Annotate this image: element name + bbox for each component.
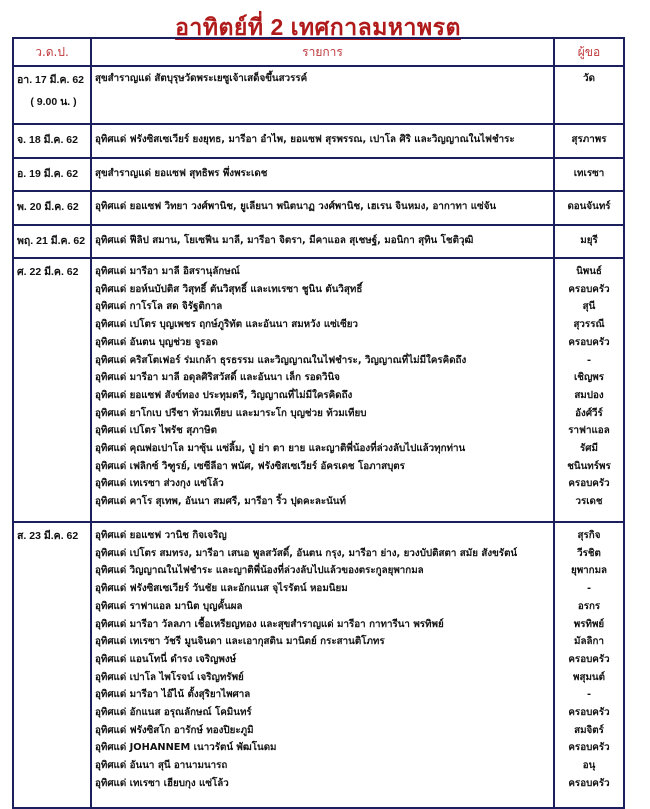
intention-line: อุทิศแด่ คริสโตเฟอร์ ร่มเกล้า ธุรธรรม และวิญญาณในไฟชำระ, วิญญาณที่ไม่มีใครคิดถึง xyxy=(95,354,467,366)
requester-name: รัศมี xyxy=(580,443,598,455)
table-row xyxy=(13,158,624,191)
row-date xyxy=(13,158,91,191)
intention-line: อุทิศแด่ คุณพ่อเปาโล มาซุ้น แซ่ลิ้ม, ปู่ ย่า ตา ยาย และญาติพี่น้องที่ล่วงลับไปแล้วทุกท่าน xyxy=(95,443,466,455)
requester-name: สมจิตร์ xyxy=(574,724,604,736)
requester-name: พรทิพย์ xyxy=(573,618,605,630)
intention-line: อุทิศแด่ ยอแซฟ วานิช กิจเจริญ xyxy=(95,530,227,541)
row-requester xyxy=(554,258,624,522)
requester-name: ครอบครัว xyxy=(568,478,610,490)
row-date xyxy=(13,191,91,225)
requester-name: สมปอง xyxy=(574,389,604,401)
requester-name: - xyxy=(586,583,592,595)
intention-line: อุทิศแด่ ฟรังซิสเซเวียร์ ยงยุทธ, มารีอา อำไพ, ยอแซฟ สุรพรรณ, เปาโล ศิริ และวิญญาณในไฟชำระ xyxy=(95,134,515,145)
requester-name: อังศ์วีร์ xyxy=(575,407,603,419)
row-requester xyxy=(554,522,624,808)
intention-line: อุทิศแด่ แอนโทนี่ ดำรง เจริญพงษ์ xyxy=(95,653,237,665)
page-title: อาทิตย์ที่ 2 เทศกาลมหาพรต xyxy=(175,14,461,40)
requester-name: ดอนจันทร์ xyxy=(567,201,611,212)
intention-line: อุทิศแด่ อันนา สุนี อานามนารถ xyxy=(95,760,228,772)
requester-name: เชิญพร xyxy=(573,372,605,384)
requester-name: ครอบครัว xyxy=(568,336,610,348)
intention-line: อุทิศแด่ เทเรซา เฮียบกุง แซ่โล้ว xyxy=(95,777,229,789)
requester-name: ครอบครัว xyxy=(568,742,610,754)
intention-line: อุทิศแด่ ยาโกเบ ปรีชา ท้วมเทียบ และมาระโก บุญช่วย ท้วมเทียบ xyxy=(95,407,367,419)
intention-line: อุทิศแด่ เฟลิกซ์ วิฑูรย์, เซซีลีอา พนัศ, ฟรังซิสเซเวียร์ อัครเดช โอภาสบุตร xyxy=(95,460,405,472)
row-items xyxy=(91,191,554,225)
date-text: ศ. 22 มี.ค. 62 xyxy=(17,266,79,278)
intention-line: อุทิศแด่ กาโรโล สด จิรัฐติกาล xyxy=(95,301,223,313)
header-date: ว.ด.ป. xyxy=(13,38,91,66)
intention-line: อุทิศแด่ อักแนส อรุณลักษณ์ โคมินทร์ xyxy=(95,707,252,719)
requester-name: ราฟาแอล xyxy=(568,425,610,437)
requester-name: พสุมนต์ xyxy=(573,671,605,683)
intention-line: อุทิศแด่ ยอห์นบัปติส วิสุทธิ์ ตันวิสุทธิ์ และเทเรซา ชูนิน ตันวิสุทธิ์ xyxy=(95,283,363,295)
row-items xyxy=(91,124,554,158)
requester-name: อนุ xyxy=(582,760,596,772)
intention-line: อุทิศแด่ เปโตร บุญเพชร ฤกษ์ภูริทัต และอันนา สมหวัง แซ่เซียว xyxy=(95,319,359,331)
table-row xyxy=(13,258,624,522)
table-row xyxy=(13,225,624,258)
intention-line: อุทิศแด่ มารีอา วัลลภา เชื้อเหรียญทอง และสุขสำราญแด่ มารีอา กาทารีนา พรทิพย์ xyxy=(95,618,444,630)
requester-name: มยุรี xyxy=(580,235,598,246)
intention-line: อุทิศแด่ ยอแซฟ วิทยา วงศ์พานิช, ยูเลียนา พนิตนาฏ วงศ์พานิช, เฮเรน จินหมง, อากาทา แซ่จัน xyxy=(95,201,497,212)
requester-name: ครอบครัว xyxy=(568,707,610,719)
row-items xyxy=(91,66,554,124)
row-requester xyxy=(554,124,624,158)
intention-line: อุทิศแด่ เปาโล ไพโรจน์ เจริญทรัพย์ xyxy=(95,671,244,683)
row-items xyxy=(91,158,554,191)
requester-name: อรกร xyxy=(577,600,601,612)
row-date xyxy=(13,522,91,808)
requester-name: สุรภาพร xyxy=(571,134,607,145)
intention-line: อุทิศแด่ ราฟาแอล มานิต บุญคั้นผล xyxy=(95,600,243,612)
table-row xyxy=(13,66,624,124)
intention-line: อุทิศแด่ เทเรซา ส่วงกุง แซ่โล้ว xyxy=(95,478,224,490)
requester-name: เทเรซา xyxy=(573,168,605,179)
requester-name: วรเดช xyxy=(575,496,603,508)
requester-name: สุนี xyxy=(582,301,596,313)
intention-line: อุทิศแด่ อันตน บุญช่วย จูรอด xyxy=(95,336,218,348)
intention-line: อุทิศแด่ เทเรซา วัชรี มูนจินดา และเอากุสติน มานิตย์ กระสานติโภทร xyxy=(95,636,385,648)
requester-name: มัลลิกา xyxy=(574,636,604,648)
row-date xyxy=(13,225,91,258)
requester-name: ชนินทร์พร xyxy=(567,460,611,472)
requester-name: - xyxy=(586,354,592,366)
row-date xyxy=(13,66,91,124)
date-text: อา. 17 มี.ค. 62 xyxy=(17,74,85,86)
table-row xyxy=(13,191,624,225)
requester-name: นิพนธ์ xyxy=(576,266,602,277)
requester-name: วัด xyxy=(583,73,595,84)
intention-line: อุทิศแด่ ฟรังซิสโก อารักษ์ ทองปิยะภูมิ xyxy=(95,724,254,736)
requester-name: ครอบครัว xyxy=(568,283,610,295)
table-row xyxy=(13,124,624,158)
row-requester xyxy=(554,191,624,225)
requester-name: ครอบครัว xyxy=(568,777,610,789)
row-requester xyxy=(554,158,624,191)
intention-line: อุทิศแด่ มารีอา ไอ๊ไน้ ตั้งสุริยาไพศาล xyxy=(95,689,251,701)
intention-line: อุทิศแด่ JOHANNEM เนาวรัตน์ พัฒโนดม xyxy=(95,742,277,754)
header-requester: ผู้ขอ xyxy=(554,38,624,66)
table-header-row xyxy=(13,38,624,66)
intention-line: สุขสำราญแด่ ยอแซฟ สุทธิพร พึ่งพระเดช xyxy=(95,168,268,179)
requester-name: วีรชิต xyxy=(577,547,601,559)
intention-line: อุทิศแด่ ยอแซฟ สังข์ทอง ประทุมตรี, วิญญาณที่ไม่มีใครคิดถึง xyxy=(95,389,353,401)
row-requester xyxy=(554,225,624,258)
date-text: จ. 18 มี.ค. 62 xyxy=(17,134,78,146)
requester-name: ยุพากมล xyxy=(570,565,608,577)
intention-line: อุทิศแด่ มารีอา มาลี อิสรานุลักษณ์ xyxy=(95,266,240,277)
intention-line: อุทิศแด่ วิญญาณในไฟชำระ และญาติพี่น้องที่ล่วงลับไปแล้วของตระกูลยุพากมล xyxy=(95,565,424,577)
requester-name: ครอบครัว xyxy=(568,653,610,665)
date-text: ส. 23 มี.ค. 62 xyxy=(17,530,79,542)
requester-name: สุรกิจ xyxy=(577,530,601,541)
intention-line: อุทิศแด่ เปโตร ไพรัช สุภาษิต xyxy=(95,425,217,437)
intention-line: อุทิศแด่ ฟีลิป สมาน, โยเซฟีน มาลี, มารีอา จิตรา, มีคาแอล สุเชษฐ์, มอนิกา สุทิน โชติวุฒิ xyxy=(95,235,474,246)
row-items xyxy=(91,258,554,522)
table-row xyxy=(13,522,624,808)
row-date xyxy=(13,258,91,522)
intention-line: อุทิศแด่ คาโร สุเทพ, อันนา สมศรี, มารีอา ริ้ว ปุดคะละนันท์ xyxy=(95,496,346,508)
date-text: พ. 20 มี.ค. 62 xyxy=(17,201,79,213)
intention-line: สุขสำราญแด่ สัตบุรุษวัดพระเยซูเจ้าเสด็จขึ้นสวรรค์ xyxy=(95,73,308,84)
mass-intentions-table xyxy=(12,37,625,809)
date-text: อ. 19 มี.ค. 62 xyxy=(17,168,79,180)
intention-line: อุทิศแด่ ฟรังซิสเซเวียร์ วันชัย และอักแนส จุไรรัตน์ หอมนิยม xyxy=(95,583,348,595)
intention-line: อุทิศแด่ เปโตร สมทรง, มารีอา เสนอ พูลสวัสดิ์, อันตน กรุง, มารีอา ย่าง, ยวงบัปติสตา สมัย สังขรัตน์ xyxy=(95,547,518,559)
requester-name: - xyxy=(586,689,592,701)
row-items xyxy=(91,522,554,808)
requester-name: สุวรรณี xyxy=(573,319,605,331)
row-requester xyxy=(554,66,624,124)
intention-line: อุทิศแด่ มารีอา มาลี อดุลศิริสวัสดิ์ และอันนา เล็ก รอดวินิจ xyxy=(95,372,340,384)
date-text: พฤ. 21 มี.ค. 62 xyxy=(17,235,86,247)
row-date xyxy=(13,124,91,158)
row-items xyxy=(91,225,554,258)
date-time: ( 9.00 น. ) xyxy=(30,96,77,108)
header-items: รายการ xyxy=(91,38,554,66)
